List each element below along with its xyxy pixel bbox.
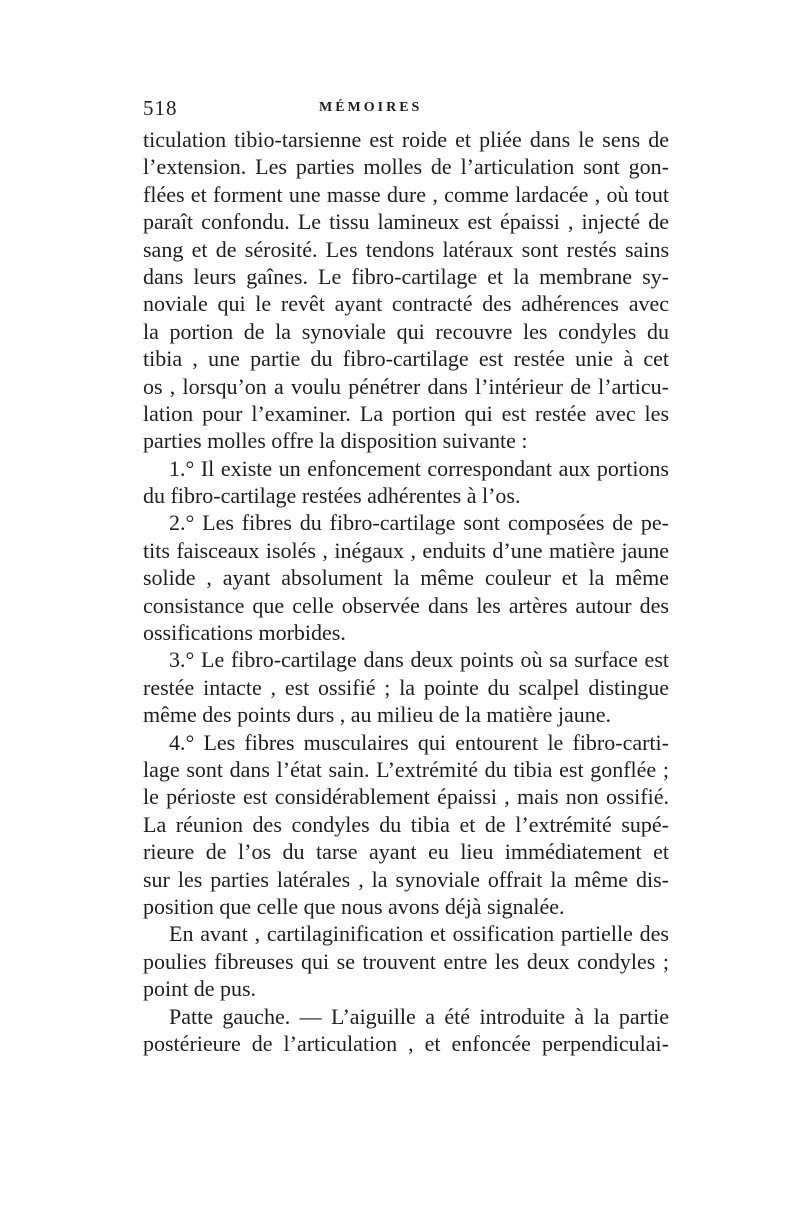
text-line: os , lorsqu’on a voulu pénétrer dans l’intérieur de l’articu- <box>143 373 669 399</box>
text-line: postérieure de l’articulation , et enfoncée perpendiculai- <box>143 1030 669 1056</box>
text-line: tits faisceaux isolés , inégaux , enduits d’une matière jaune <box>143 537 669 563</box>
text-line: dans leurs gaînes. Le fibro-cartilage et la membrane sy- <box>143 263 669 289</box>
text-line: La réunion des condyles du tibia et de l’extrémité supé- <box>143 811 669 837</box>
text-line: restée intacte , est ossifié ; la pointe du scalpel distingue <box>143 674 669 700</box>
text-line: même des points durs , au milieu de la matière jaune. <box>143 702 611 728</box>
text-line: tibia , une partie du fibro-cartilage est restée unie à cet <box>143 346 669 372</box>
text-line: 3.° Le fibro-cartilage dans deux points où sa surface est <box>169 647 669 673</box>
text-line: paraît confondu. Le tissu lamineux est épaissi , injecté de <box>143 209 669 235</box>
text-line: parties molles offre la disposition suivante : <box>143 428 528 454</box>
text-line: lage sont dans l’état sain. L’extrémité du tibia est gonflée ; <box>143 756 669 782</box>
text-line: ticulation tibio-tarsienne est roide et pliée dans le sens de <box>143 127 669 152</box>
text-line: sang et de sérosité. Les tendons latéraux sont restés sains <box>143 236 669 262</box>
text-line: lation pour l’examiner. La portion qui est restée avec les <box>143 400 669 426</box>
text-line: consistance que celle observée dans les artères autour des <box>143 592 669 618</box>
text-line: 1.° Il existe un enfoncement correspondant aux portions <box>169 455 669 481</box>
text-line: point de pus. <box>143 976 257 1002</box>
text-line: la portion de la synoviale qui recouvre les condyles du <box>143 318 669 344</box>
text-line: En avant , cartilaginification et ossification partielle des <box>169 921 669 947</box>
text-line: noviale qui le revêt ayant contracté des adhérences avec <box>143 291 669 317</box>
page-header <box>143 96 673 122</box>
page-number: 518 <box>143 96 178 120</box>
text-line: 4.° Les fibres musculaires qui entourent le fibro-carti- <box>169 729 669 755</box>
text-line: l’extension. Les parties molles de l’articulation sont gon- <box>143 154 669 180</box>
text-line: ossifications morbides. <box>143 620 346 646</box>
text-line: rieure de l’os du tarse ayant eu lieu immédiatement et <box>143 839 669 865</box>
text-line: du fibro-cartilage restées adhérentes à l’os. <box>143 483 521 509</box>
running-title: MÉMOIRES <box>319 100 423 115</box>
text-line: solide , ayant absolument la même couleur et la même <box>143 565 669 591</box>
body-text <box>143 126 669 1057</box>
text-line: poulies fibreuses qui se trouvent entre les deux condyles ; <box>143 948 669 974</box>
text-line: Patte gauche. — L’aiguille a été introduite à la partie <box>169 1003 669 1029</box>
text-line: 2.° Les fibres du fibro-cartilage sont composées de pe- <box>169 510 669 536</box>
text-line: position que celle que nous avons déjà signalée. <box>143 893 565 919</box>
text-line: le périoste est considérablement épaissi , mais non ossifié. <box>143 784 669 810</box>
text-line: sur les parties latérales , la synoviale offrait la même dis- <box>143 866 669 892</box>
text-line: flées et forment une masse dure , comme lardacée , où tout <box>143 181 669 207</box>
